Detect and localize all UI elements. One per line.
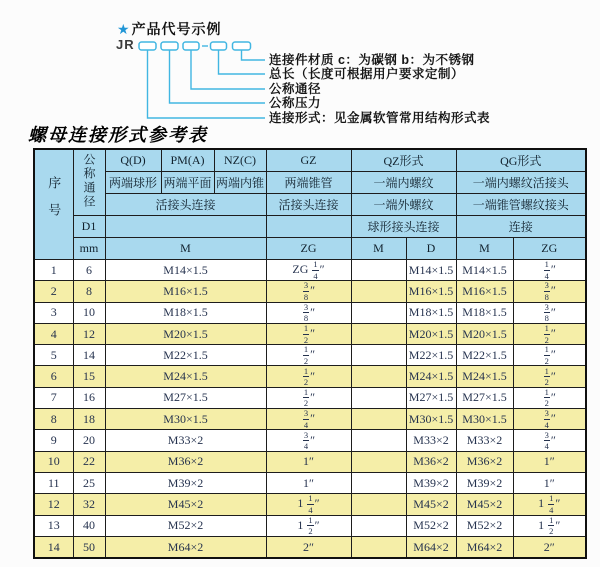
cell-dn: 8 — [73, 281, 105, 302]
cell-zg: $\frac{3}{8}$ ″ — [266, 281, 351, 302]
cell-m: M20×1.5 — [105, 323, 266, 344]
cell-no: 2 — [34, 281, 73, 302]
header-unit-mm: mm — [73, 238, 105, 260]
cell-no: 5 — [34, 345, 73, 366]
header-desc-qz2: 一端外螺纹 — [351, 194, 456, 216]
cell-m: M22×1.5 — [105, 345, 266, 366]
diagram-heading — [117, 19, 222, 39]
cell-qz_d: M24×1.5 — [406, 366, 456, 387]
table-row — [34, 430, 586, 451]
table-body — [34, 260, 586, 559]
cell-qg_m: M16×1.5 — [456, 281, 513, 302]
cell-m: M16×1.5 — [105, 281, 266, 302]
cell-qz_m — [351, 302, 406, 323]
cell-no: 4 — [34, 323, 73, 344]
cell-dn: 16 — [73, 387, 105, 408]
header-desc-q: 两端球形 — [105, 172, 161, 194]
header-desc-pm: 两端平面 — [161, 172, 214, 194]
cell-qz_d: M18×1.5 — [406, 302, 456, 323]
cell-m: M33×2 — [105, 430, 266, 451]
header-desc-qz1: 一端内螺纹 — [351, 172, 456, 194]
cell-no: 12 — [34, 494, 73, 515]
code-label-material: 连接件材质 c：为碳钢 b：为不锈钢 — [269, 53, 475, 67]
cell-m: M24×1.5 — [105, 366, 266, 387]
cell-qz_d: M16×1.5 — [406, 281, 456, 302]
cell-no: 10 — [34, 451, 73, 472]
cell-qz_m — [351, 366, 406, 387]
cell-dn: 22 — [73, 451, 105, 472]
cell-no: 14 — [34, 536, 73, 558]
cell-qg_zg: 1″ — [513, 472, 586, 493]
code-digit-boxes — [139, 42, 251, 50]
cell-zg: 1″ — [266, 451, 351, 472]
cell-m: M30×1.5 — [105, 409, 266, 430]
cell-dn: 12 — [73, 323, 105, 344]
cell-dn: 15 — [73, 366, 105, 387]
header-unit-zg-qg: ZG — [513, 238, 586, 260]
cell-qg_zg: 1 $\frac{1}{2}$ ″ — [513, 515, 586, 536]
code-label-pressure: 公称压力 — [269, 96, 322, 110]
cell-qz_m — [351, 451, 406, 472]
cell-qz_m — [351, 536, 406, 558]
header-code-pm: PM(A) — [161, 149, 214, 172]
cell-dn: 32 — [73, 494, 105, 515]
header-code-qg: QG形式 — [456, 149, 586, 172]
cell-no: 1 — [34, 260, 73, 281]
cell-qg_zg: $\frac{3}{4}$ ″ — [513, 430, 586, 451]
cell-m: M64×2 — [105, 536, 266, 558]
header-unit-m-left: M — [105, 238, 266, 260]
cell-qg_m: M45×2 — [456, 494, 513, 515]
cell-qg_m: M39×2 — [456, 472, 513, 493]
cell-qz_m — [351, 323, 406, 344]
cell-qg_zg: $\frac{1}{2}$ ″ — [513, 345, 586, 366]
table-row — [34, 494, 586, 515]
cell-qg_m: M64×2 — [456, 536, 513, 558]
cell-zg: $\frac{3}{8}$ ″ — [266, 302, 351, 323]
table-row — [34, 281, 586, 302]
code-label-connection: 连接形式：见金属软管常用结构形式表 — [269, 111, 491, 125]
cell-no: 8 — [34, 409, 73, 430]
cell-dn: 18 — [73, 409, 105, 430]
cell-qz_d: M45×2 — [406, 494, 456, 515]
cell-no: 9 — [34, 430, 73, 451]
cell-qg_zg: $\frac{1}{2}$ ″ — [513, 323, 586, 344]
table-row — [34, 451, 586, 472]
cell-qg_m: M33×2 — [456, 430, 513, 451]
cell-zg: 1 $\frac{1}{2}$ ″ — [266, 515, 351, 536]
cell-qg_m: M24×1.5 — [456, 366, 513, 387]
cell-m: M52×2 — [105, 515, 266, 536]
cell-qz_m — [351, 430, 406, 451]
header-code-qz: QZ形式 — [351, 149, 456, 172]
cell-qz_d: M36×2 — [406, 451, 456, 472]
header-desc-qg2: 一端锥管螺纹接头 — [456, 194, 586, 216]
cell-qz_m — [351, 281, 406, 302]
diagram-heading-text: 产品代号示例 — [131, 21, 222, 37]
cell-zg: $\frac{3}{4}$ ″ — [266, 430, 351, 451]
cell-qg_zg: $\frac{1}{4}$ ″ — [513, 260, 586, 281]
cell-qz_m — [351, 260, 406, 281]
cell-no: 11 — [34, 472, 73, 493]
cell-zg: $\frac{1}{2}$ ″ — [266, 323, 351, 344]
cell-qz_d: M64×2 — [406, 536, 456, 558]
header-seq: 序号 — [34, 149, 73, 260]
header-desc-nz: 两端内锥 — [214, 172, 266, 194]
cell-m: M39×2 — [105, 472, 266, 493]
cell-qz_m — [351, 409, 406, 430]
cell-dn: 6 — [73, 260, 105, 281]
cell-qz_m — [351, 472, 406, 493]
cell-qg_m: M36×2 — [456, 451, 513, 472]
cell-zg: $\frac{1}{2}$ ″ — [266, 366, 351, 387]
header-joint-gz: 活接头连接 — [266, 194, 351, 216]
header-unit-d-qz: D — [406, 238, 456, 260]
cell-qg_zg: 1″ — [513, 451, 586, 472]
cell-qz_d: M14×1.5 — [406, 260, 456, 281]
cell-qz_d: M30×1.5 — [406, 409, 456, 430]
table-row — [34, 366, 586, 387]
cell-qg_zg: $\frac{1}{2}$ ″ — [513, 387, 586, 408]
cell-zg: $\frac{1}{2}$ ″ — [266, 387, 351, 408]
header-unit-zg-gz: ZG — [266, 238, 351, 260]
table-row — [34, 409, 586, 430]
table-row — [34, 472, 586, 493]
header-blank-left — [105, 216, 266, 238]
header-joint-left: 活接头连接 — [105, 194, 266, 216]
cell-dn: 14 — [73, 345, 105, 366]
table-row — [34, 515, 586, 536]
cell-qz_d: M22×1.5 — [406, 345, 456, 366]
cell-dn: 40 — [73, 515, 105, 536]
code-label-diameter: 公称通径 — [269, 82, 322, 96]
cell-zg: $\frac{3}{4}$ ″ — [266, 409, 351, 430]
cell-qz_d: M52×2 — [406, 515, 456, 536]
cell-dn: 10 — [73, 302, 105, 323]
cell-zg: 2″ — [266, 536, 351, 558]
table-row — [34, 302, 586, 323]
cell-qg_zg: $\frac{3}{8}$ ″ — [513, 281, 586, 302]
cell-qg_zg: $\frac{1}{2}$ ″ — [513, 366, 586, 387]
header-blank-gz — [266, 216, 351, 238]
header-d1: D1 — [73, 216, 105, 238]
nut-connection-table — [33, 148, 587, 559]
code-prefix: JR — [116, 37, 135, 52]
cell-qg_m: M27×1.5 — [456, 387, 513, 408]
cell-no: 3 — [34, 302, 73, 323]
cell-qz_m — [351, 345, 406, 366]
cell-dn: 20 — [73, 430, 105, 451]
table-row — [34, 536, 586, 558]
cell-qz_m — [351, 387, 406, 408]
cell-zg: 1″ — [266, 472, 351, 493]
cell-qg_m: M20×1.5 — [456, 323, 513, 344]
cell-qg_zg: 1 $\frac{1}{4}$ ″ — [513, 494, 586, 515]
header-dn: 公称通径 — [73, 149, 105, 216]
cell-qz_d: M20×1.5 — [406, 323, 456, 344]
header-unit-m-qz: M — [351, 238, 406, 260]
header-desc-gz: 两端锥管 — [266, 172, 351, 194]
cell-no: 13 — [34, 515, 73, 536]
header-unit-m-qg: M — [456, 238, 513, 260]
cell-m: M36×2 — [105, 451, 266, 472]
cell-qg_m: M22×1.5 — [456, 345, 513, 366]
table-title: 螺母连接形式参考表 — [28, 125, 208, 146]
cell-qg_zg: 2″ — [513, 536, 586, 558]
code-label-length: 总长（长度可根据用户要求定制） — [269, 67, 465, 81]
cell-qg_zg: $\frac{3}{4}$ ″ — [513, 409, 586, 430]
table-row — [34, 323, 586, 344]
cell-qz_d: M33×2 — [406, 430, 456, 451]
cell-no: 6 — [34, 366, 73, 387]
cell-qg_m: M52×2 — [456, 515, 513, 536]
cell-no: 7 — [34, 387, 73, 408]
cell-qg_m: M18×1.5 — [456, 302, 513, 323]
cell-qg_zg: $\frac{3}{8}$ ″ — [513, 302, 586, 323]
cell-qg_m: M14×1.5 — [456, 260, 513, 281]
cell-qz_d: M39×2 — [406, 472, 456, 493]
header-desc-qz3: 球形接头连接 — [351, 216, 456, 238]
cell-qz_m — [351, 515, 406, 536]
header-code-gz: GZ — [266, 149, 351, 172]
cell-dn: 50 — [73, 536, 105, 558]
header-code-nz: NZ(C) — [214, 149, 266, 172]
cell-zg: 1 $\frac{1}{4}$ ″ — [266, 494, 351, 515]
cell-m: M27×1.5 — [105, 387, 266, 408]
header-desc-qg1: 一端内螺纹活接头 — [456, 172, 586, 194]
code-diagram-lines — [148, 46, 266, 118]
cell-zg: ZG $\frac{1}{4}$ ″ — [266, 260, 351, 281]
table-row — [34, 387, 586, 408]
cell-qz_d: M27×1.5 — [406, 387, 456, 408]
cell-dn: 25 — [73, 472, 105, 493]
table-row — [34, 260, 586, 281]
table-header — [34, 149, 586, 260]
star-icon: ★ — [117, 21, 131, 37]
cell-m: M18×1.5 — [105, 302, 266, 323]
cell-m: M14×1.5 — [105, 260, 266, 281]
header-code-q: Q(D) — [105, 149, 161, 172]
table-row — [34, 345, 586, 366]
cell-zg: $\frac{1}{2}$ ″ — [266, 345, 351, 366]
cell-m: M45×2 — [105, 494, 266, 515]
header-desc-qg3: 连接 — [456, 216, 586, 238]
cell-qz_m — [351, 494, 406, 515]
cell-qg_m: M30×1.5 — [456, 409, 513, 430]
